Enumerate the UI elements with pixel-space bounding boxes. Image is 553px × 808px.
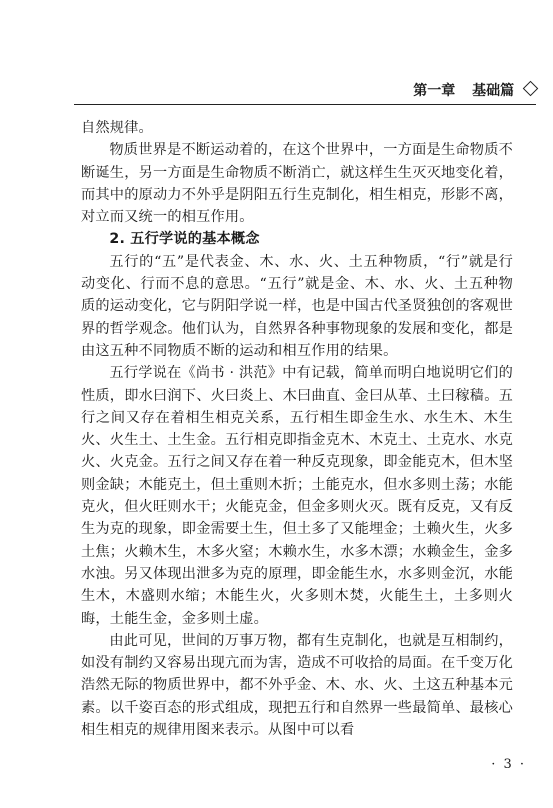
page-number: · 3 · xyxy=(491,757,526,772)
bottom-bleed-through xyxy=(50,800,410,808)
paragraph: 物质世界是不断运动着的，在这个世界中，一方面是生命物质不断诞生，另一方面是生命物质不断消亡，就这样生生灭灭地变化着，而其中的原动力不外乎是阴阳五行生克制化，相生相克，形影不离，对立而又统一的相互作用。 xyxy=(81,142,513,226)
section-heading: 2. 五行学说的基本概念 xyxy=(109,231,260,248)
paragraph: 五行学说在《尚书 · 洪范》中有记载，简单而明白地说明它们的性质，即水曰润下、火曰炎上、木曰曲直、金曰从革、土曰稼穑。五行之间又存在着相生相克关系，五行相生即金生水、水生木、木生火、火生土、土生金。五行相克即指金克木、木克土、土克水、水克火、火克金。五行之间又存在着一种反克现象，即金能克木，但木坚则金缺；木能克土，但土重则木折；土能克水，但水多则土荡；水能克火，但火旺则水干；火能克金，但金多则火灭。既有反克，又有反生为克的现象，即金需要土生，但土多了又能埋金；土赖火生，火多土焦；火赖木生，木多火窒；木赖水生，水多木漂；水赖金生，金多水浊。另又体现出泄多为克的原理，即金能生水，水多则金沉，水能生木，木盛则水缩；木能生火，火多则木焚，火能生土，土多则火晦，土能生金，金多则土虚。 xyxy=(81,365,513,627)
paragraph: 五行的“五”是代表金、木、水、火、土五种物质，“行”就是行动变化、行而不息的意思。“五行”就是金、木、水、火、土五种物质的运动变化，它与阴阳学说一样，也是中国古代圣贤独创的客观世界的哲学观念。他们认为，自然界各种事物现象的发展和变化，都是由这五种不同物质不断的运动和相互作用的结果。 xyxy=(81,253,513,359)
running-header xyxy=(74,82,536,105)
paragraph-continuation: 自然规律。 xyxy=(81,120,153,136)
diamond-icon xyxy=(523,81,539,97)
chapter-label: 第一章 xyxy=(413,83,456,99)
body-text xyxy=(81,117,513,741)
paragraph: 由此可见，世间的万事万物，都有生克制化，也就是互相制约，如没有制约又容易出现亢而为害，造成不可收拾的局面。在千变万化浩然无际的物质世界中，都不外乎金、木、水、火、土这五种基本元素。以千姿百态的形式组成，现把五行和自然界一些最简单、最核心相生相克的规律用图来表示。从图中可以看 xyxy=(81,632,513,739)
section-label: 基础篇 xyxy=(472,83,515,99)
